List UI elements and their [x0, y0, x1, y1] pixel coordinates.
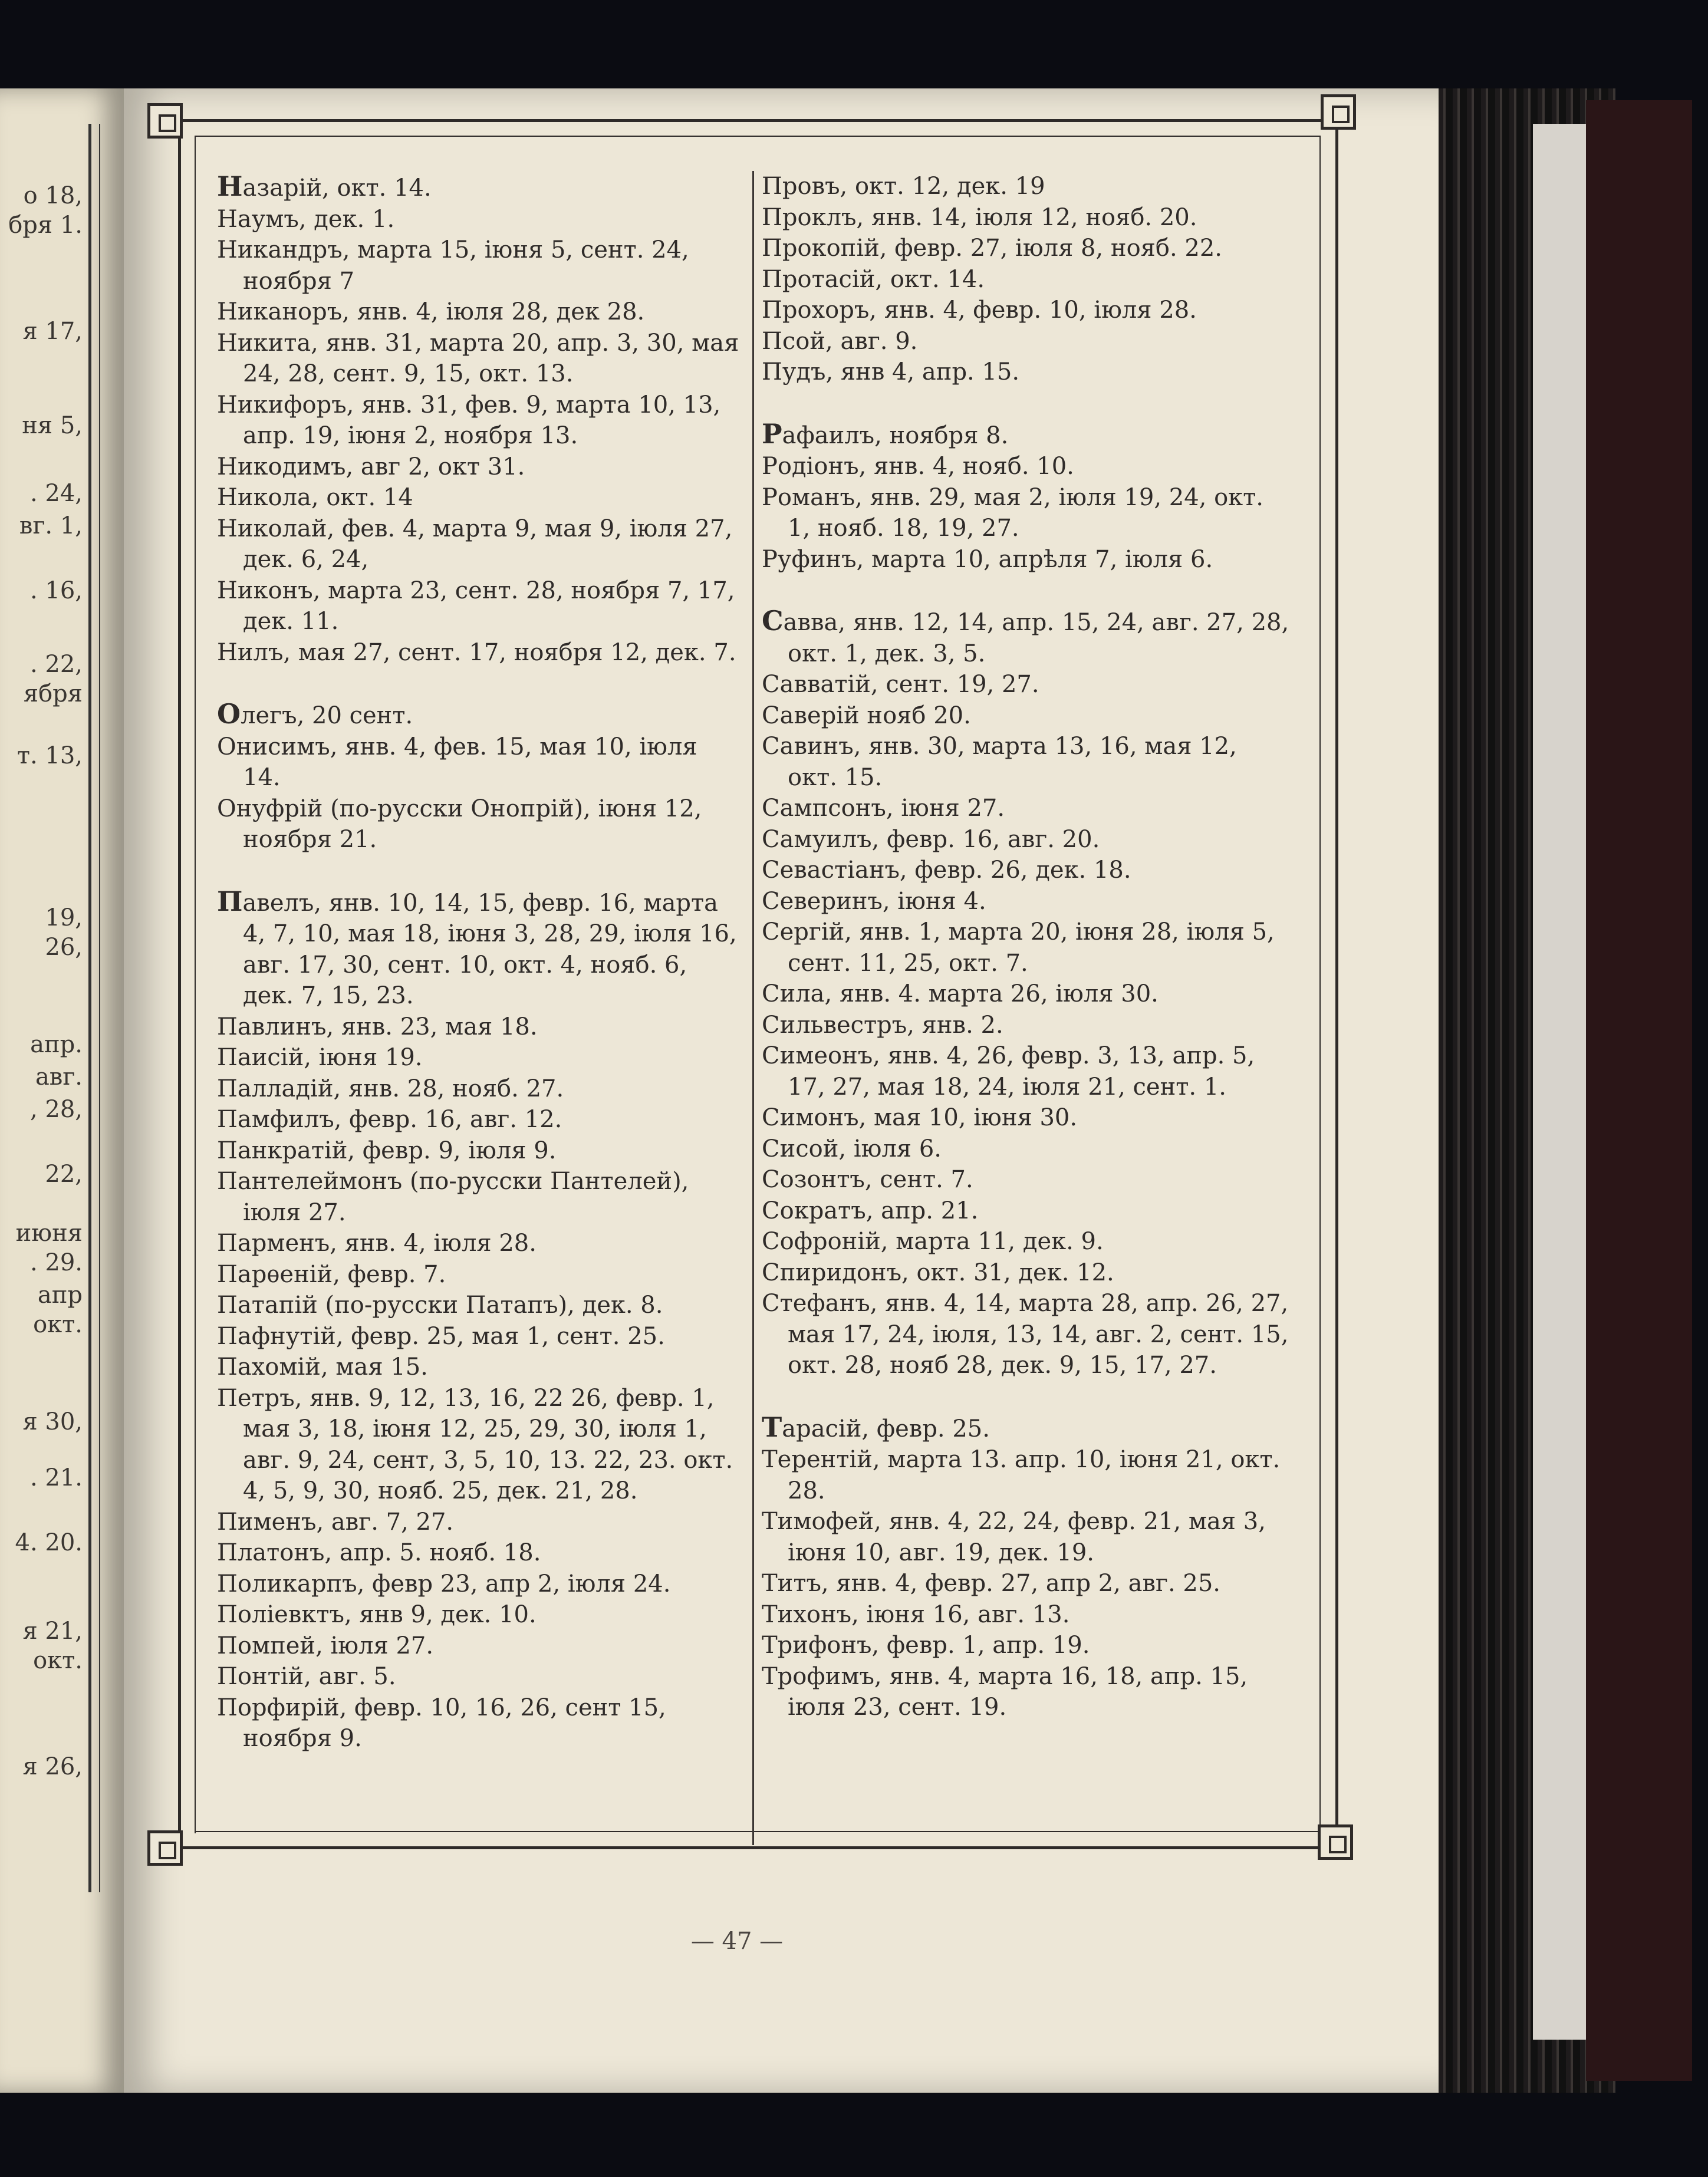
name-entry: Прокопій, февр. 27, іюля 8, нояб. 22.: [762, 235, 1223, 262]
left-page-fragment: окт.: [33, 1311, 83, 1338]
section-gap: [762, 388, 1292, 419]
name-entry: Павлинъ, янв. 23, мая 18.: [217, 1013, 538, 1040]
name-entry: Парѳеній, февр. 7.: [217, 1260, 446, 1288]
entry-text: авелъ, янв. 10, 14, 15, февр. 16, марта 4, 7, 10, мая 18, іюня 3, 28, 29, іюля 16, авг. 17, 30, сент. 10, окт. 4, нояб. 6, дек. 7, 15, 23.: [242, 889, 737, 1009]
frame-right: [1335, 121, 1338, 1848]
section-initial: П: [217, 885, 243, 917]
name-entry: Никаноръ, янв. 4, іюля 28, дек 28.: [217, 298, 645, 325]
left-page-fragment: я 17,: [22, 318, 83, 345]
frame-corner-bl: [147, 1830, 183, 1866]
left-page-fragment: . 24,: [29, 480, 83, 507]
left-page-fragment: 19,: [45, 904, 83, 931]
name-entry: Родіонъ, янв. 4, нояб. 10.: [762, 453, 1074, 480]
left-column: [217, 171, 742, 1754]
name-entry: Прохоръ, янв. 4, февр. 10, іюля 28.: [762, 297, 1197, 324]
entry-text: азарій, окт. 14.: [242, 174, 432, 202]
name-entry: Стефанъ, янв. 4, 14, марта 28, апр. 26, 27, мая 17, 24, іюля, 13, 14, авг. 2, сент. 15, окт. 28, нояб 28, дек. 9, 15, 17, 27.: [762, 1290, 1289, 1379]
column-divider: [752, 171, 754, 1845]
frame-left: [178, 121, 181, 1848]
name-entry: Пименъ, авг. 7, 27.: [217, 1508, 454, 1536]
section-gap: [762, 575, 1292, 605]
name-entry: Тихонъ, іюня 16, авг. 13.: [762, 1600, 1070, 1628]
name-entry: Сисой, іюля 6.: [762, 1135, 942, 1162]
section-initial: Н: [217, 170, 243, 202]
name-entry: Самуилъ, февр. 16, авг. 20.: [762, 825, 1100, 853]
name-entry: Николай, фев. 4, марта 9, мая 9, іюля 27, дек. 6, 24,: [217, 515, 733, 573]
section-gap: [217, 668, 742, 699]
name-entry: Спиридонъ, окт. 31, дек. 12.: [762, 1259, 1114, 1286]
name-entry: Тимофей, янв. 4, 22, 24, февр. 21, мая 3, іюня 10, авг. 19, дек. 19.: [762, 1508, 1266, 1566]
frame-corner-br: [1318, 1824, 1353, 1860]
page-block: [1533, 124, 1592, 2040]
left-page-fragment: ября: [23, 680, 83, 707]
right-column: [762, 171, 1292, 1723]
name-entry: Протасій, окт. 14.: [762, 265, 985, 293]
name-entry: Псой, авг. 9.: [762, 327, 918, 355]
name-entry: Панкратій, февр. 9, іюля 9.: [217, 1137, 557, 1164]
left-page-fragment: 26,: [45, 934, 83, 961]
left-page-fragment: авг.: [35, 1063, 83, 1091]
name-entry: Пантелеймонъ (по-русски Пантелей), іюля 27.: [217, 1168, 689, 1226]
left-page-fragment: . 22,: [29, 651, 83, 678]
name-entry: Порфирій, февр. 10, 16, 26, сент 15, ноября 9.: [217, 1694, 666, 1752]
name-entry: [762, 605, 1292, 669]
frame-top-inner: [195, 136, 1321, 137]
name-entry: [217, 699, 742, 732]
left-page-fragment: я 26,: [22, 1753, 83, 1780]
page-number: — 47 —: [690, 1928, 784, 1955]
name-entry: Поліевктъ, янв 9, дек. 10.: [217, 1601, 537, 1628]
name-entry: Сампсонъ, іюня 27.: [762, 795, 1005, 822]
section-initial: С: [762, 605, 784, 637]
name-entry: Пафнутій, февр. 25, мая 1, сент. 25.: [217, 1322, 665, 1350]
name-entry: Петръ, янв. 9, 12, 13, 16, 22 26, февр. 1, мая 3, 18, іюня 12, 25, 29, 30, іюля 1, авг. 9, 24, сент, 3, 5, 10, 13. 22, 23. окт. 4, 5, 9, 30, нояб. 25, дек. 21, 28.: [217, 1384, 733, 1504]
name-entry: Пахомій, мая 15.: [217, 1353, 428, 1381]
name-entry: [217, 171, 742, 204]
entry-text: авва, янв. 12, 14, апр. 15, 24, авг. 27, 28, окт. 1, дек. 3, 5.: [783, 609, 1289, 667]
name-entry: Поликарпъ, февр 23, апр 2, іюля 24.: [217, 1570, 671, 1598]
name-entry: Сила, янв. 4. марта 26, іюля 30.: [762, 980, 1159, 1007]
frame-left-inner: [195, 136, 196, 1833]
name-entry: Сергій, янв. 1, марта 20, іюня 28, іюля 5, сент. 11, 25, окт. 7.: [762, 918, 1275, 977]
name-entry: Саверій нояб 20.: [762, 701, 971, 729]
name-entry: Романъ, янв. 29, мая 2, іюля 19, 24, окт. 1, нояб. 18, 19, 27.: [762, 483, 1264, 542]
section-initial: Т: [762, 1411, 782, 1443]
name-entry: Онуфрій (по-русски Онопрій), іюня 12, ноября 21.: [217, 795, 702, 853]
section-initial: О: [217, 698, 241, 730]
frame-corner-tr: [1321, 94, 1356, 130]
name-entry: Савинъ, янв. 30, марта 13, 16, мая 12, окт. 15.: [762, 733, 1237, 791]
name-entry: Никодимъ, авг 2, окт 31.: [217, 453, 525, 480]
entry-text: афаилъ, ноября 8.: [782, 421, 1009, 449]
left-page-fragment: . 29.: [29, 1249, 83, 1276]
name-entry: Никола, окт. 14: [217, 484, 413, 511]
left-page-fragment: 22,: [45, 1161, 83, 1188]
name-entry: Парменъ, янв. 4, іюля 28.: [217, 1230, 537, 1257]
left-page-fragment: апр: [37, 1282, 83, 1309]
entry-text: арасій, февр. 25.: [782, 1415, 990, 1442]
section-initial: Р: [762, 417, 782, 450]
left-page-fragment: 4. 20.: [15, 1529, 83, 1556]
left-page-fragment: о 18,: [23, 182, 83, 209]
left-page-fragment: я 21,: [22, 1618, 83, 1645]
name-entry: [217, 886, 742, 1012]
name-entry: Севастіанъ, февр. 26, дек. 18.: [762, 857, 1131, 884]
left-page-fragment: я 30,: [22, 1408, 83, 1435]
left-page-fragment: . 21.: [29, 1464, 83, 1491]
left-page-fragment: бря 1.: [8, 212, 83, 239]
name-entry: [762, 419, 1292, 452]
name-entry: Пудъ, янв 4, апр. 15.: [762, 358, 1020, 386]
section-gap: [762, 1381, 1292, 1412]
name-entry: Наумъ, дек. 1.: [217, 205, 395, 233]
name-entry: Никандръ, марта 15, іюня 5, сент. 24, ноября 7: [217, 236, 689, 295]
name-entry: Патапій (по-русски Патапъ), дек. 8.: [217, 1292, 663, 1319]
name-entry: Симонъ, мая 10, іюня 30.: [762, 1104, 1078, 1131]
name-entry: Никонъ, марта 23, сент. 28, ноября 7, 17, дек. 11.: [217, 577, 735, 635]
name-entry: Провъ, окт. 12, дек. 19: [762, 173, 1045, 200]
name-entry: Сократъ, апр. 21.: [762, 1197, 979, 1224]
entry-text: легъ, 20 сент.: [241, 702, 413, 729]
name-entry: Руфинъ, марта 10, апрѣля 7, іюля 6.: [762, 545, 1213, 573]
name-entry: Онисимъ, янв. 4, фев. 15, мая 10, іюля 14.: [217, 733, 697, 791]
left-page-fragment: т. 13,: [17, 742, 83, 769]
name-entry: Проклъ, янв. 14, іюля 12, нояб. 20.: [762, 203, 1197, 231]
name-entry: Терентій, марта 13. апр. 10, іюня 21, окт. 28.: [762, 1446, 1281, 1504]
name-entry: Симеонъ, янв. 4, 26, февр. 3, 13, апр. 5, 17, 27, мая 18, 24, іюля 21, сент. 1.: [762, 1042, 1255, 1101]
name-entry: Титъ, янв. 4, февр. 27, апр 2, авг. 25.: [762, 1570, 1221, 1597]
name-entry: Трофимъ, янв. 4, марта 16, 18, апр. 15, іюля 23, сент. 19.: [762, 1662, 1248, 1721]
frame-bottom-inner: [195, 1831, 1321, 1832]
name-entry: Платонъ, апр. 5. нояб. 18.: [217, 1539, 541, 1566]
left-page-border: [88, 124, 91, 1892]
name-entry: Софроній, марта 11, дек. 9.: [762, 1228, 1104, 1255]
book-cover: [1586, 100, 1692, 2081]
name-entry: Паисій, іюня 19.: [217, 1044, 423, 1071]
frame-top: [177, 119, 1338, 122]
name-entry: Понтій, авг. 5.: [217, 1663, 396, 1690]
left-page-fragment: ня 5,: [22, 412, 83, 439]
left-page-fragment: . 16,: [29, 577, 83, 604]
section-gap: [217, 855, 742, 886]
left-page-border-inner: [99, 124, 100, 1892]
left-page-fragment: вг. 1,: [19, 512, 83, 539]
name-entry: Созонтъ, сент. 7.: [762, 1166, 973, 1193]
name-entry: Северинъ, іюня 4.: [762, 887, 986, 915]
name-entry: Нилъ, мая 27, сент. 17, ноября 12, дек. 7.: [217, 638, 736, 666]
name-entry: Памфилъ, февр. 16, авг. 12.: [217, 1106, 562, 1133]
name-entry: Никита, янв. 31, марта 20, апр. 3, 30, мая 24, 28, сент. 9, 15, окт. 13.: [217, 329, 739, 387]
name-entry: Сильвестръ, янв. 2.: [762, 1011, 1003, 1039]
left-page-fragment: , 28,: [29, 1096, 83, 1123]
left-page-fragment: окт.: [33, 1647, 83, 1674]
name-entry: Трифонъ, февр. 1, апр. 19.: [762, 1632, 1090, 1659]
name-entry: Помпей, іюля 27.: [217, 1632, 434, 1659]
left-page-fragment: апр.: [30, 1031, 83, 1058]
left-page-fragment: июня: [15, 1220, 83, 1247]
name-entry: [762, 1412, 1292, 1445]
frame-bottom: [177, 1846, 1338, 1849]
frame-corner-tl: [147, 103, 183, 139]
name-entry: Палладій, янв. 28, нояб. 27.: [217, 1075, 564, 1102]
name-entry: Савватій, сент. 19, 27.: [762, 671, 1039, 698]
name-entry: Никифоръ, янв. 31, фев. 9, марта 10, 13, апр. 19, іюня 2, ноября 13.: [217, 391, 721, 449]
frame-right-inner: [1319, 136, 1321, 1833]
